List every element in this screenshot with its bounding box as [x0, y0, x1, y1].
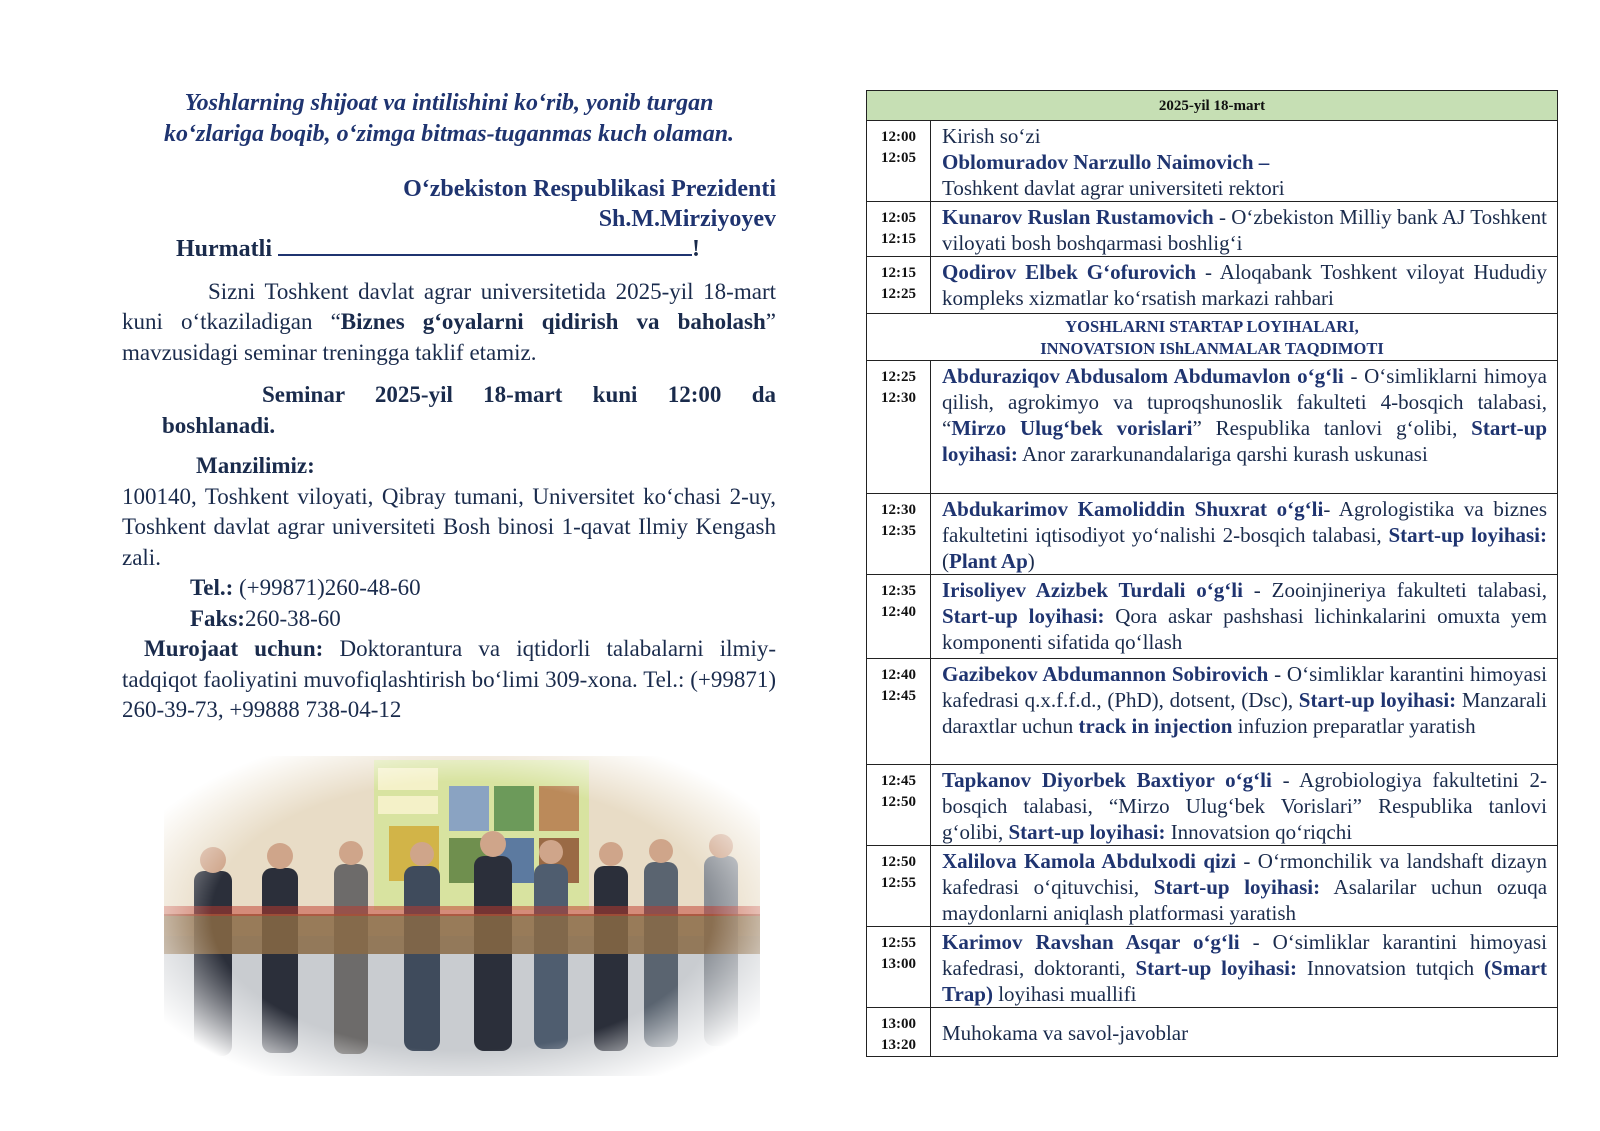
- speaker-name: Qodirov Elbek G‘ofurovich: [942, 260, 1197, 284]
- startup-desc: Qora askar pashshasi lichinkalarini omuxta yem komponenti sifatida qo‘llash: [942, 604, 1548, 654]
- section-header-row: [867, 314, 1558, 361]
- phone-value: (+99871)260-48-60: [233, 575, 421, 600]
- time-cell: [867, 846, 931, 927]
- section-line: YOSHLARNI STARTAP LOYIHALARI,: [1065, 317, 1359, 336]
- time-start: 12:25: [881, 369, 916, 385]
- table-row: [867, 659, 1558, 765]
- contact-text: Doktorantura va iqtidorli talabalarni ilmiy-tadqiqot faoliyatini muvofiqlashtirish bo‘limi 309-xona. Tel.: (+99871) 260-39-73, +99888 738-04-12: [122, 636, 776, 722]
- table-row: [867, 846, 1558, 927]
- startup-desc: Innovatsion qo‘riqchi: [1165, 820, 1353, 844]
- startup-desc: Manzarali daraxtlar uchun: [942, 688, 1547, 738]
- time-end: 12:30: [881, 390, 916, 406]
- startup-label: Start-up loyihasi:: [1298, 688, 1457, 712]
- time-end: 12:35: [881, 523, 916, 539]
- time-start: 12:45: [881, 773, 916, 789]
- startup-name: Plant Ap: [949, 549, 1028, 573]
- table-row: [867, 257, 1558, 314]
- speaker-role: - O‘zbekiston Milliy bank AJ Toshkent viloyati bosh boshqarmasi boshlig‘i: [942, 205, 1547, 255]
- startup-label: Start-up loyihasi:: [1008, 820, 1166, 844]
- address-text: 100140, Toshkent viloyati, Qibray tumani, Universitet ko‘chasi 2-uy, Toshkent davlat agrar universiteti Bosh binosi 1-qavat Ilmiy Kengash zali.: [122, 483, 776, 570]
- time-cell: [867, 257, 931, 314]
- speaker-name: Kunarov Ruslan Rustamovich: [942, 205, 1214, 229]
- time-cell: [867, 121, 931, 202]
- greeting-end: !: [692, 236, 700, 262]
- desc-cell: [931, 659, 1558, 765]
- startup-desc-end: infuzion preparatlar yaratish: [1232, 714, 1476, 738]
- desc-cell: [931, 846, 1558, 927]
- section-header: [867, 314, 1558, 361]
- time-start: 13:00: [881, 1016, 916, 1032]
- time-end: 12:55: [881, 875, 916, 891]
- speaker-name: Tapkanov Diyorbek Baxtiyor o‘g‘li: [942, 768, 1272, 792]
- invite-text: Sizni Toshkent davlat agrar universitetida 2025-yil 18-mart kuni o‘tkaziladigan “: [122, 278, 776, 334]
- speaker-name: Gazibekov Abdumannon Sobirovich: [942, 662, 1269, 686]
- speaker-role: - Aloqabank Toshkent viloyat Hududiy kompleks xizmatlar ko‘rsatish markazi rahbari: [942, 260, 1547, 310]
- epigraph-line: Yoshlarning shijoat va intilishini ko‘rib, yonib turgan: [184, 90, 714, 116]
- desc-cell: [931, 927, 1558, 1008]
- startup-label: Start-up loyihasi:: [1135, 956, 1297, 980]
- startup-label: Start-up loyihasi:: [1388, 523, 1547, 547]
- greeting-word: Hurmatli: [176, 236, 272, 262]
- invitation-text: [122, 277, 776, 369]
- desc-cell: [931, 257, 1558, 314]
- time-start: 12:50: [881, 854, 916, 870]
- table-row: [867, 575, 1558, 659]
- desc-cell: [931, 575, 1558, 659]
- time-start: 12:00: [881, 129, 916, 145]
- speaker-role: - Zooinjineriya fakulteti talabasi,: [1242, 578, 1547, 602]
- address-heading: Manzilimiz:: [196, 453, 315, 478]
- table-row: [867, 494, 1558, 575]
- time-end: 12:25: [881, 286, 916, 302]
- time-cell: [867, 1008, 931, 1057]
- seminar-start: Seminar 2025-yil 18-mart kuni 12:00 da: [262, 382, 776, 407]
- fax-line: [122, 604, 776, 635]
- speaker-name: Karimov Ravshan Asqar o‘g‘li: [942, 930, 1240, 954]
- table-row: [867, 927, 1558, 1008]
- time-start: 12:15: [881, 265, 916, 281]
- invite-text-end: ” mavzusidagi seminar treningga taklif etamiz.: [122, 309, 776, 365]
- fax-label: Faks:: [190, 605, 245, 631]
- speaker-name: Oblomuradov Narzullo Naimovich –: [942, 150, 1270, 174]
- speaker-name: Abdukarimov Kamoliddin Shuxrat o‘g‘li: [942, 497, 1324, 521]
- seminar-start-end: boshlanadi.: [162, 412, 276, 438]
- recipient-blank-line: [278, 232, 692, 256]
- desc-cell: [931, 494, 1558, 575]
- phone-line: [122, 573, 776, 604]
- desc-cell: [931, 121, 1558, 202]
- time-cell: [867, 575, 931, 659]
- time-end: 13:00: [881, 956, 916, 972]
- schedule-date: 2025-yil 18-mart: [867, 91, 1558, 121]
- startup-desc-end: ): [1027, 549, 1035, 573]
- speaker-role: - O‘simliklar karantini himoyasi kafedrasi q.x.f.f.d., (PhD), dotsent, (Dsc),: [942, 662, 1547, 712]
- startup-tech: track in injection: [1078, 714, 1233, 738]
- time-end: 12:45: [881, 688, 916, 704]
- seminar-topic: Biznes g‘oyalarni qidirish va baholash: [340, 309, 766, 334]
- phone-label: Tel.:: [190, 575, 234, 600]
- startup-label: Start-up loyihasi:: [1153, 875, 1321, 899]
- table-row: [867, 202, 1558, 257]
- speaker-role-cont: ” Respublika tanlovi g‘olibi,: [1192, 416, 1472, 440]
- time-end: 13:20: [881, 1037, 916, 1053]
- speaker-role: - Agrobiologiya fakultetini 2-bosqich talabasi, “Mirzo Ulug‘bek Vorislari” Respublika tanlovi g‘olibi,: [942, 768, 1547, 844]
- speaker-role: Toshkent davlat agrar universiteti rektori: [942, 176, 1285, 200]
- speaker-name: Irisoliyev Azizbek Turdali o‘g‘li: [942, 578, 1243, 602]
- startup-label: Start-up loyihasi:: [942, 604, 1105, 628]
- time-start: 12:35: [881, 583, 916, 599]
- schedule-table: [866, 90, 1558, 1057]
- time-start: 12:30: [881, 502, 916, 518]
- time-cell: [867, 494, 931, 575]
- invitation-column: [122, 88, 776, 726]
- time-end: 12:40: [881, 604, 916, 620]
- desc-cell: [931, 361, 1558, 494]
- time-end: 12:05: [881, 150, 916, 166]
- time-start: 12:05: [881, 210, 916, 226]
- students-with-models-photo: [164, 756, 760, 1076]
- table-row: [867, 361, 1558, 494]
- time-cell: [867, 765, 931, 846]
- startup-label: Start-up loyihasi:: [942, 416, 1547, 466]
- speaker-role: - O‘rmonchilik va landshaft dizayn kafedrasi o‘qituvchisi,: [942, 849, 1547, 899]
- speaker-name: Abduraziqov Abdusalom Abdumavlon o‘g‘li: [942, 364, 1344, 388]
- table-row: [867, 1008, 1558, 1057]
- startup-desc: (: [942, 549, 949, 573]
- speaker-role: - O‘simliklar karantini himoyasi kafedrasi, doktoranti,: [942, 930, 1548, 980]
- item-title: Kirish so‘zi: [942, 124, 1041, 148]
- speaker-name: Xalilova Kamola Abdulxodi qizi: [942, 849, 1237, 873]
- speaker-role: - Agrologistika va biznes fakultetini iqtisodiyot yo‘nalishi 2-bosqich talabasi,: [942, 497, 1548, 547]
- time-cell: [867, 361, 931, 494]
- time-cell: [867, 202, 931, 257]
- epigraph-line: ko‘zlariga boqib, o‘zimga bitmas-tuganmas kuch olaman.: [163, 121, 735, 147]
- quote-author: [122, 174, 776, 234]
- time-start: 12:55: [881, 935, 916, 951]
- author-title: O‘zbekiston Respublikasi Prezidenti: [403, 176, 776, 202]
- time-end: 12:15: [881, 231, 916, 247]
- contest-name: Mirzo Ulug‘bek vorislari: [951, 416, 1193, 440]
- contact-info: [122, 634, 776, 726]
- table-row: [867, 765, 1558, 846]
- author-name: Sh.M.Mirziyoyev: [598, 206, 776, 232]
- desc-cell: [931, 765, 1558, 846]
- desc-cell: [931, 202, 1558, 257]
- time-end: 12:50: [881, 794, 916, 810]
- table-row: [867, 121, 1558, 202]
- startup-desc: Asalarilar uchun ozuqa maydonlarni aniqlash platformasi yaratish: [942, 875, 1548, 925]
- fax-value: 260-38-60: [244, 605, 341, 631]
- time-start: 12:40: [881, 667, 916, 683]
- time-cell: [867, 927, 931, 1008]
- section-line: INNOVATSION IShLANMALAR TAQDIMOTI: [1040, 339, 1384, 358]
- startup-desc: Anor zararkunandalariga qarshi kurash uskunasi: [1017, 442, 1428, 466]
- time-cell: [867, 659, 931, 765]
- startup-desc-end: loyihasi muallifi: [992, 982, 1137, 1006]
- startup-name: (Smart Trap): [942, 956, 1547, 1006]
- speaker-role: - O‘simliklarni himoya qilish, agrokimyo va tuproqshunoslik fakulteti 4-bosqich talabasi, “: [942, 364, 1547, 440]
- epigraph-quote: [122, 88, 776, 150]
- greeting: [176, 232, 776, 265]
- startup-desc: Innovatsion tutqich: [1297, 956, 1485, 980]
- closing-item: Muhokama va savol-javoblar: [931, 1008, 1558, 1057]
- contact-label: Murojaat uchun:: [144, 636, 324, 661]
